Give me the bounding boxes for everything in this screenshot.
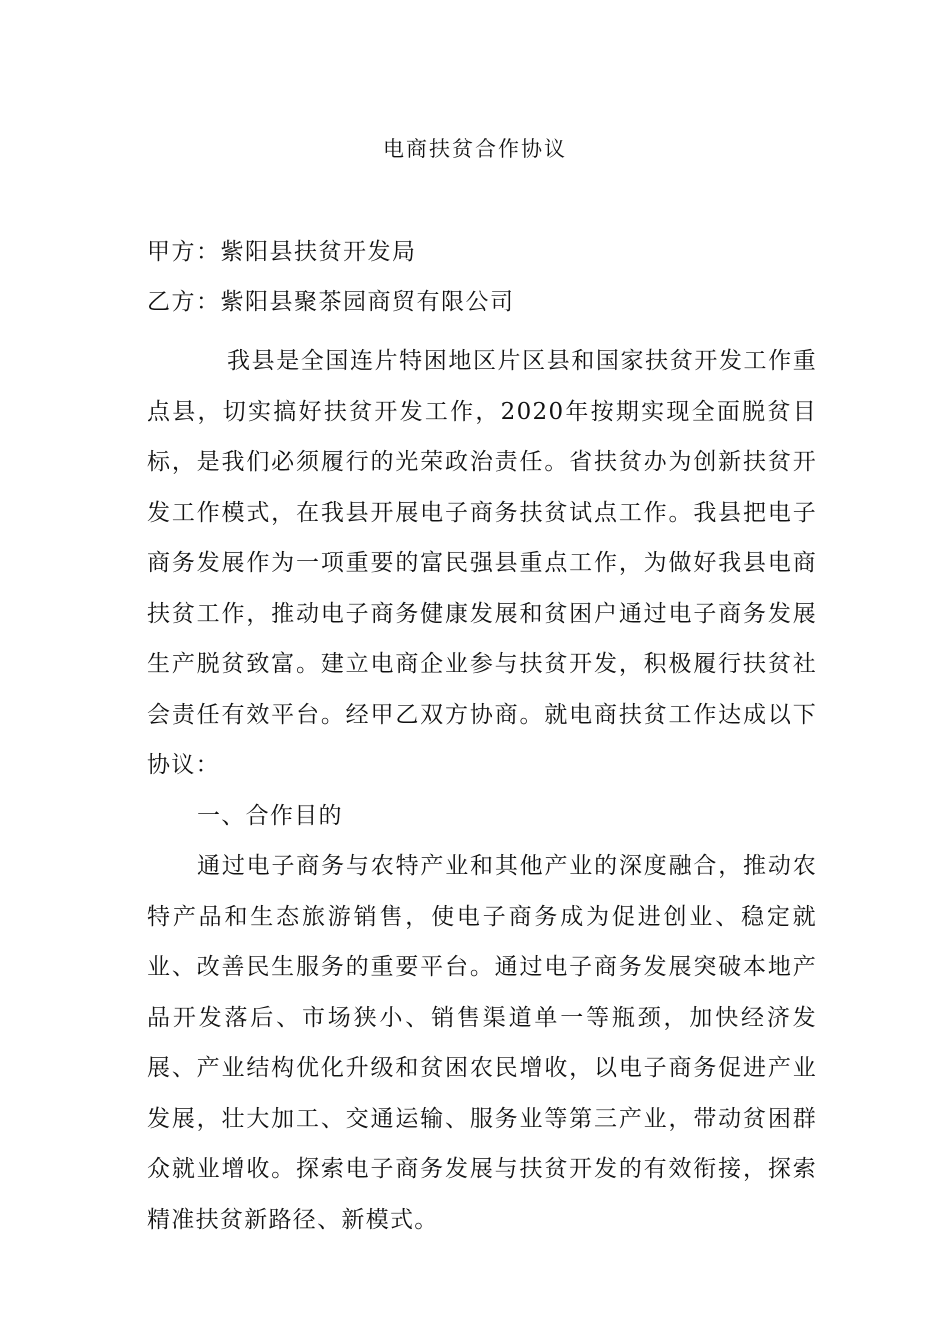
document-title: 电商扶贫合作协议 [383, 137, 567, 161]
purpose-paragraph: 通过电子商务与农特产业和其他产业的深度融合，推动农特产品和生态旅游销售，使电子商务成为促进创业、稳定就业、改善民生服务的重要平台。通过电子商务发展突破本地产品开发落后、市场狭小、销售渠道单一等瓶颈，加快经济发展、产业结构优化升级和贫困农民增收，以电子商务促进产业发展，壮大加工、交通运输、服务业等第三产业，带动贫困群众就业增收。探索电子商务发展与扶贫开发的有效衔接，探索精准扶贫新路径、新模式。 [147, 853, 817, 1233]
intro-paragraph: 我县是全国连片特困地区片区县和国家扶贫开发工作重点县，切实搞好扶贫开发工作，2020年按期实现全面脱贫目标，是我们必须履行的光荣政治责任。省扶贫办为创新扶贫开发工作模式，在我县开展电子商务扶贫试点工作。我县把电子商务发展作为一项重要的富民强县重点工作，为做好我县电商扶贫工作，推动电子商务健康发展和贫困户通过电子商务发展生产脱贫致富。建立电商企业参与扶贫开发，积极履行扶贫社会责任有效平台。经甲乙双方协商。就电商扶贫工作达成以下协议： [147, 348, 817, 778]
section-heading: 一、合作目的 [197, 802, 343, 829]
party-a: 甲方：紫阳县扶贫开发局 [147, 239, 417, 265]
document-body [147, 336, 817, 1245]
party-b: 乙方：紫阳县聚茶园商贸有限公司 [147, 289, 515, 315]
